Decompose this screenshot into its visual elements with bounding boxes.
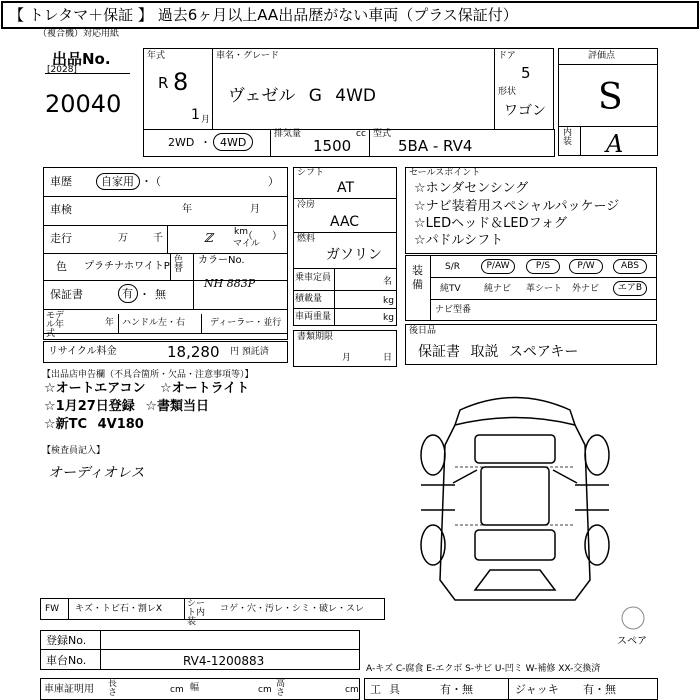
sales-point-2: ☆ナビ装着用スペシャルパッケージ [414,199,620,214]
sub-banner: （複合機）対応用紙 [38,29,120,39]
history-label: 車歴 [50,175,72,188]
lot-small: [2028] [47,65,77,75]
spare-tire-icon [620,605,646,631]
chassis-value: RV4-1200883 [183,654,265,668]
car-damage-diagram [415,385,615,605]
lot-number: 20040 [45,90,122,118]
note-line-2: ☆1月27日登録 ☆書類当日 [44,399,209,414]
sales-point-4: ☆パドルシフト [414,233,504,248]
damage-codes: A-キズ C-腐食 E-エクボ S-サビ U-凹ミ W-補修 XX-交換済 [366,664,601,674]
sales-point-1: ☆ホンダセンシング [414,181,529,196]
note-line-3: ☆新TC 4V180 [44,417,144,432]
year-value: 8 [173,68,189,96]
inspector-note: オーディオレス [48,465,145,481]
top-banner [1,1,699,29]
registration-row [40,630,360,650]
recycle-value: 18,280 [167,343,220,361]
year-month: 1 [191,107,200,123]
lot-label: 出品No. [52,50,111,68]
banner-text: 【 トレタマ＋保証 】 過去6ヶ月以上AA出品歴がない車両（プラス保証付） [9,6,518,24]
color-no: NH 883P [204,277,256,290]
year-era: R [158,74,169,92]
note-line-1: ☆オートエアコン ☆オートライト [44,381,250,396]
name-value: ヴェゼル G 4WD [228,86,377,106]
interior-value: A [606,130,624,158]
sales-point-3: ☆LEDヘッド＆LEDフォグ [414,216,567,231]
score-value: S [598,77,623,118]
